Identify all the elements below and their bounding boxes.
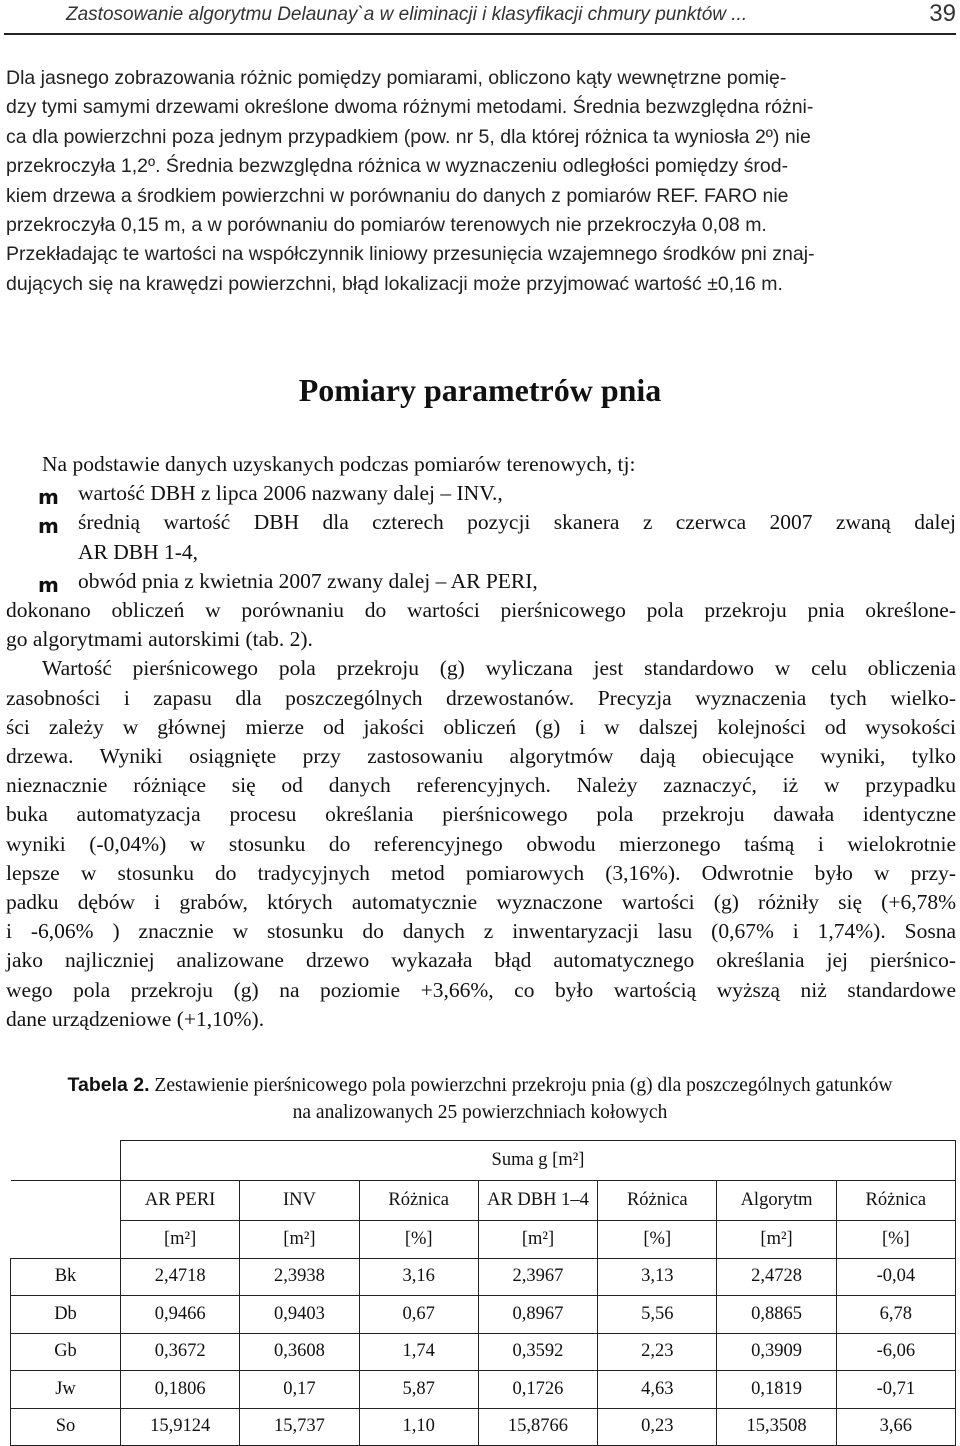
table-caption-text: Zestawienie pierśnicowego pola powierzchni przekroju pnia (g) dla poszczególnych gatunków	[149, 1075, 893, 1096]
unit-cell: [%]	[836, 1221, 955, 1259]
running-header	[0, 0, 960, 34]
table-cell: -6,06	[836, 1333, 955, 1371]
table-cell: 0,8865	[717, 1296, 836, 1334]
table-cell: 0,3672	[121, 1333, 240, 1371]
table-row	[11, 1296, 956, 1334]
table-cell: 5,87	[359, 1371, 478, 1409]
bullet-text: wartość DBH z lipca 2006 nazwany dalej – INV.,	[78, 481, 503, 506]
p2-line: dane urządzeniowe (+1,10%).	[6, 1006, 265, 1031]
column-header: Różnica	[836, 1181, 955, 1221]
intro-line: przekroczyła 0,15 m, a w porównaniu do pomiarów terenowych nie przekroczyła 0,08 m.	[6, 214, 767, 237]
table-row	[11, 1258, 956, 1296]
table-cell: 3,16	[359, 1258, 478, 1296]
table-corner	[11, 1181, 121, 1221]
row-species: Db	[11, 1296, 121, 1334]
table-caption	[0, 1072, 960, 1126]
intro-line: przekroczyła 1,2º. Średnia bezwzględna różnica w wyznaczeniu odległości pomiędzy środ-	[6, 155, 789, 178]
table-cell: 0,9403	[240, 1296, 359, 1334]
table-corner	[11, 1141, 121, 1181]
unit-cell: [m²]	[717, 1221, 836, 1259]
table-cell: 1,10	[359, 1408, 478, 1446]
bullet-icon: m	[38, 485, 59, 510]
table-cell: 0,3592	[478, 1333, 597, 1371]
table-cell: 15,3508	[717, 1408, 836, 1446]
unit-cell: [m²]	[478, 1221, 597, 1259]
p2-line: buka automatyzacja procesu określania pierśnicowego pola przekroju dawała identyczne	[6, 802, 956, 827]
table-corner	[11, 1221, 121, 1259]
paragraph-2	[6, 654, 956, 1034]
table-cell: 0,3909	[717, 1333, 836, 1371]
lead-sentence: Na podstawie danych uzyskanych podczas pomiarów terenowych, tj:	[42, 452, 636, 476]
p2-line: padku dębów i grabów, których automatycznie wyznaczone wartości (g) różniły się (+6,78%	[6, 890, 956, 915]
table-cell: 0,17	[240, 1371, 359, 1409]
table-cell: 0,67	[359, 1296, 478, 1334]
table-cell: 4,63	[598, 1371, 717, 1409]
bullet-text: obwód pnia z kwietnia 2007 zwany dalej – AR PERI,	[78, 568, 538, 593]
row-species: Jw	[11, 1371, 121, 1409]
row-species: Bk	[11, 1258, 121, 1296]
unit-cell: [%]	[598, 1221, 717, 1259]
table-cell: 0,9466	[121, 1296, 240, 1334]
p2-line: lepsze w stosunku do tradycyjnych metod pomiarowych (3,16%). Odwrotnie było w przy-	[6, 860, 956, 885]
table-cell: 0,1806	[121, 1371, 240, 1409]
bullet-text-cont: AR DBH 1-4,	[78, 539, 199, 564]
column-header: AR PERI	[121, 1181, 240, 1221]
table-cell: 2,3967	[478, 1258, 597, 1296]
table-cell: 2,4728	[717, 1258, 836, 1296]
table-cell: 0,3608	[240, 1333, 359, 1371]
table-row	[11, 1333, 956, 1371]
data-table	[10, 1140, 956, 1446]
row-species: So	[11, 1408, 121, 1446]
table-cell: 1,74	[359, 1333, 478, 1371]
table-cell: 5,56	[598, 1296, 717, 1334]
p2-line: nieznacznie różniące się od danych referencyjnych. Należy zaznaczyć, iż w przypadku	[6, 773, 956, 798]
table-cell: 3,13	[598, 1258, 717, 1296]
intro-line: Dla jasnego zobrazowania różnic pomiędzy pomiarami, obliczono kąty wewnętrzne pomię-	[6, 67, 787, 89]
continuation-line: dokonano obliczeń w porównaniu do wartości pierśnicowego pola przekroju pnia określone-	[6, 598, 956, 623]
table-cell: 15,8766	[478, 1408, 597, 1446]
section-heading: Pomiary parametrów pnia	[298, 372, 662, 408]
column-header: Różnica	[359, 1181, 478, 1221]
row-species: Gb	[11, 1333, 121, 1371]
header-rule	[4, 33, 956, 35]
table-caption-label: Tabela 2.	[67, 1074, 150, 1096]
p2-line: Wartość pierśnicowego pola przekroju (g) wyliczana jest standardowo w celu obliczenia	[42, 656, 956, 681]
intro-line: kiem drzewa a środkiem powierzchni w porównaniu do danych z pomiarów REF. FARO nie	[6, 184, 789, 207]
section-body	[6, 450, 956, 1034]
p2-line: wyniki (-0,04%) w stosunku do referencyjnego obwodu mierzonego taśmą i wielokrotnie	[6, 831, 956, 856]
intro-line: Przekładając te wartości na współczynnik liniowy przesunięcia wzajemnego środków pni znaj-	[6, 243, 815, 266]
unit-cell: [m²]	[121, 1221, 240, 1259]
column-header: Algorytm	[717, 1181, 836, 1221]
p2-line: i -6,06% ) znacznie w stosunku do danych z inwentaryzacji lasu (0,67% i 1,74%). Sosna	[6, 919, 956, 944]
p2-line: ści zależy w głównej mierze od jakości obliczeń (g) i w dalszej kolejności od wysokości	[6, 714, 956, 739]
intro-line: ca dla powierzchni poza jednym przypadkiem (pow. nr 5, dla której różnica ta wyniosła 2º) nie	[6, 125, 811, 148]
continuation-line: go algorytmami autorskimi (tab. 2).	[6, 627, 313, 652]
table-cell: 6,78	[836, 1296, 955, 1334]
unit-cell: [m²]	[240, 1221, 359, 1259]
table-caption-text-2: na analizowanych 25 powierzchniach kołowych	[292, 1102, 668, 1123]
column-header: INV	[240, 1181, 359, 1221]
table-cell: 15,9124	[121, 1408, 240, 1446]
intro-line: dujących się na krawędzi powierzchni, błąd lokalizacji może przyjmować wartość ±0,16 m.	[6, 272, 783, 295]
bullet-item	[6, 567, 956, 596]
table-cell: 0,8967	[478, 1296, 597, 1334]
table-row	[11, 1408, 956, 1446]
group-header: Suma g [m²]	[121, 1141, 956, 1181]
table-cell: 0,23	[598, 1408, 717, 1446]
table-cell: 2,4718	[121, 1258, 240, 1296]
table-row	[11, 1371, 956, 1409]
table-cell: 2,3938	[240, 1258, 359, 1296]
table-cell: -0,04	[836, 1258, 955, 1296]
bullet-item	[6, 508, 956, 566]
table-cell: 0,1726	[478, 1371, 597, 1409]
p2-line: wego pola przekroju (g) na poziomie +3,66%, co było wartością wyższą niż standardowe	[6, 977, 956, 1002]
bullet-item	[6, 479, 956, 508]
table-group-header-row	[11, 1141, 956, 1181]
intro-line: dzy tymi samymi drzewami określone dwoma różnymi metodami. Średnia bezwzględna różni-	[6, 96, 814, 119]
p2-line: jako najliczniej analizowane drzewo wykazała błąd automatycznego określania jej pierśnico-	[6, 948, 956, 973]
page-number: 39	[929, 0, 956, 27]
bullet-text: średnią wartość DBH dla czterech pozycji skanera z czerwca 2007 zwaną dalej	[78, 510, 956, 535]
unit-cell: [%]	[359, 1221, 478, 1259]
table-units-row	[11, 1221, 956, 1259]
bullet-icon: m	[38, 572, 59, 597]
column-header: Różnica	[598, 1181, 717, 1221]
table-cell: 0,1819	[717, 1371, 836, 1409]
p2-line: drzewa. Wyniki osiągnięte przy zastosowaniu algorytmów dają obiecujące wyniki, tylko	[6, 744, 956, 769]
table-cell: 3,66	[836, 1408, 955, 1446]
table-column-header-row	[11, 1181, 956, 1221]
p2-line: zasobności i zapasu dla poszczególnych drzewostanów. Precyzja wyznaczenia tych wielko-	[6, 685, 956, 710]
table-cell: 2,23	[598, 1333, 717, 1371]
table-cell: 15,737	[240, 1408, 359, 1446]
table-cell: -0,71	[836, 1371, 955, 1409]
column-header: AR DBH 1–4	[478, 1181, 597, 1221]
bullet-icon: m	[38, 514, 59, 539]
running-title: Zastosowanie algorytmu Delaunay`a w eliminacji i klasyfikacji chmury punktów ...	[66, 4, 748, 25]
intro-paragraph	[6, 64, 954, 299]
